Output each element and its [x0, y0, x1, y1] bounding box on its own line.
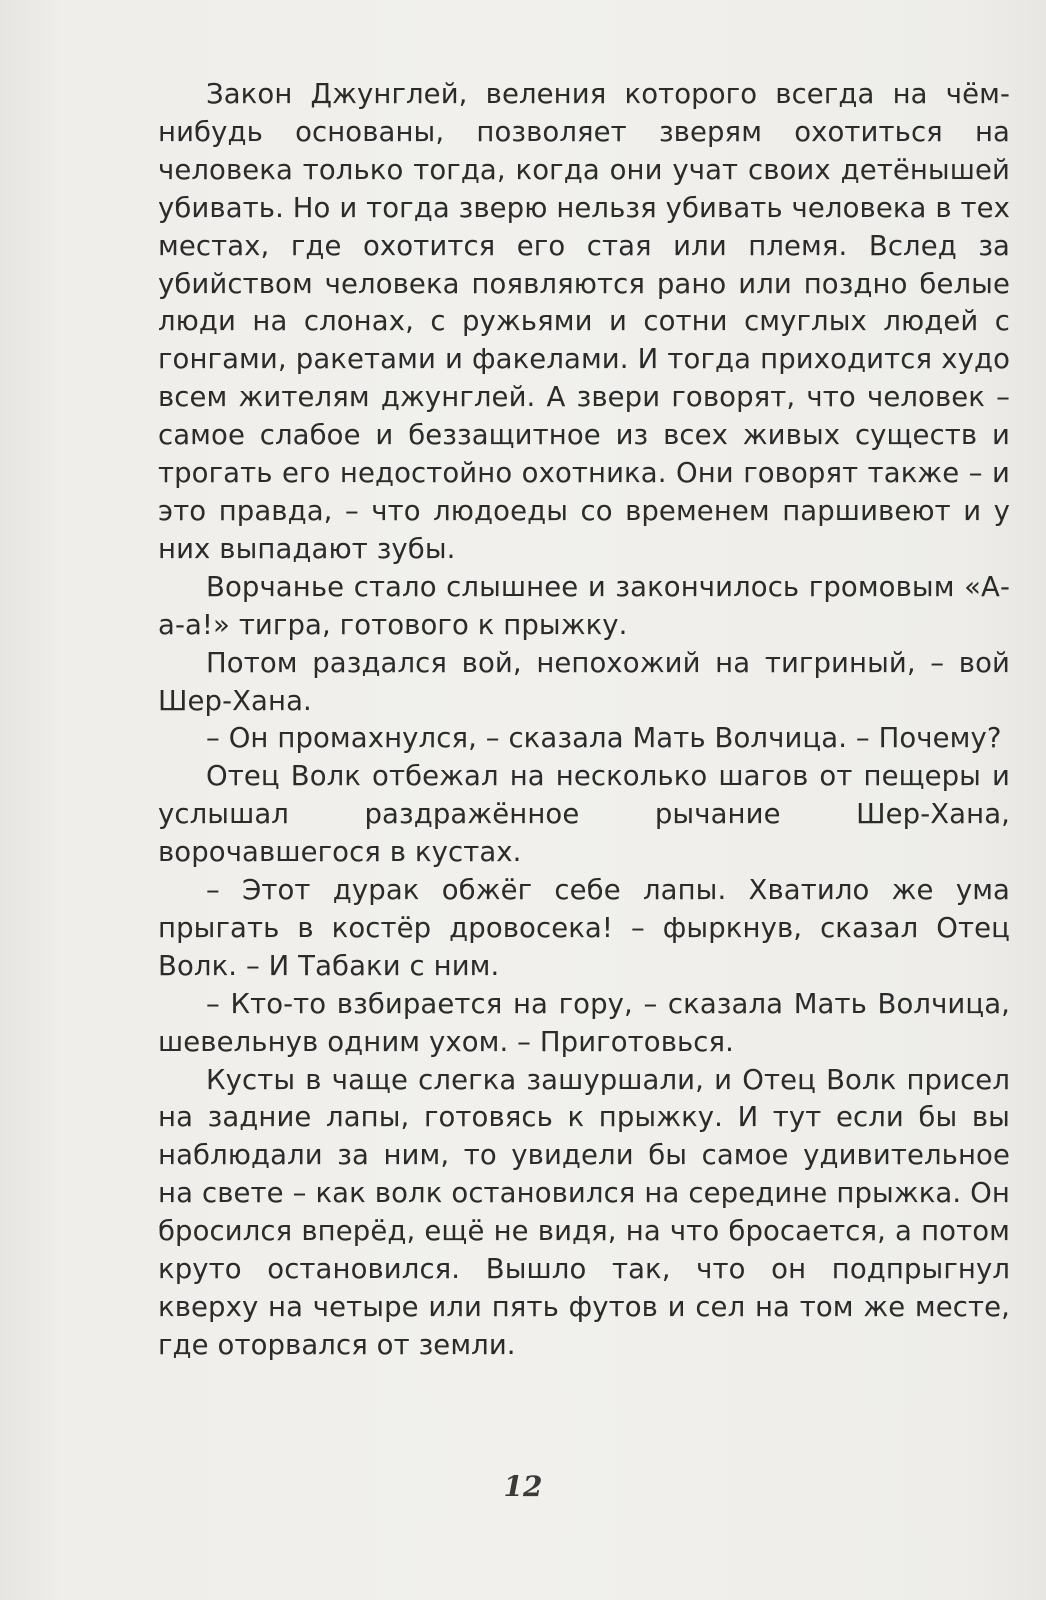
paragraph-7: – Кто-то взбирается на гору, – сказала Мать Волчица, шевельнув одним ухом. – Приготовься. [158, 987, 1010, 1058]
paragraph-5: Отец Волк отбежал на несколько шагов от пещеры и услышал раздражённое рычание Шер-Хана, ворочавшегося в кустах. [158, 760, 1010, 869]
paragraph-8: Кусты в чаще слегка зашуршали, и Отец Волк присел на задние лапы, готовясь к прыжку. И тут если бы вы наблюдали за ним, то увидели бы самое удивительное на свете – как волк остановился на середине прыжка. Он бросился вперёд, ещё не видя, на что бросается, а потом круто остановился. Вышло так, что он подпрыгнул кверху на четыре или пять футов и сел на том же месте, где оторвался от земли. [158, 1063, 1010, 1361]
paragraph-4: – Он промахнулся, – сказала Мать Волчица. – Почему? [206, 722, 1002, 755]
paragraph-6: – Этот дурак обжёг себе лапы. Хватило же ума прыгать в костёр дровосека! – фыркнув, сказал Отец Волк. – И Табаки с ним. [158, 874, 1010, 982]
paragraph-2: Ворчанье стало слышнее и закончилось громовым «А-а-а!» тигра, готового к прыжку. [158, 570, 1010, 641]
paragraph-3: Потом раздался вой, непохожий на тигриный, – вой Шер-Хана. [158, 646, 1010, 717]
page-body-text [158, 76, 1010, 1365]
paragraph-1: Закон Джунглей, веления которого всегда на чём-нибудь основаны, позволяет зверям охотиться на человека только тогда, когда они учат своих детёнышей убивать. Но и тогда зверю нельзя убивать человека в тех местах, где охотится его стая или племя. Вслед за убийством человека появляются рано или поздно белые люди на слонах, с ружьями и сотни смуглых людей с гонгами, ракетами и факелами. И тогда приходится худо всем жителям джунглей. А звери говорят, что человек – самое слабое и беззащитное из всех живых существ и трогать его недостойно охотника. Они говорят также – и это правда, – что людоеды со временем паршивеют и у них выпадают зубы. [158, 78, 1011, 565]
page-number: 12 [503, 1470, 543, 1503]
